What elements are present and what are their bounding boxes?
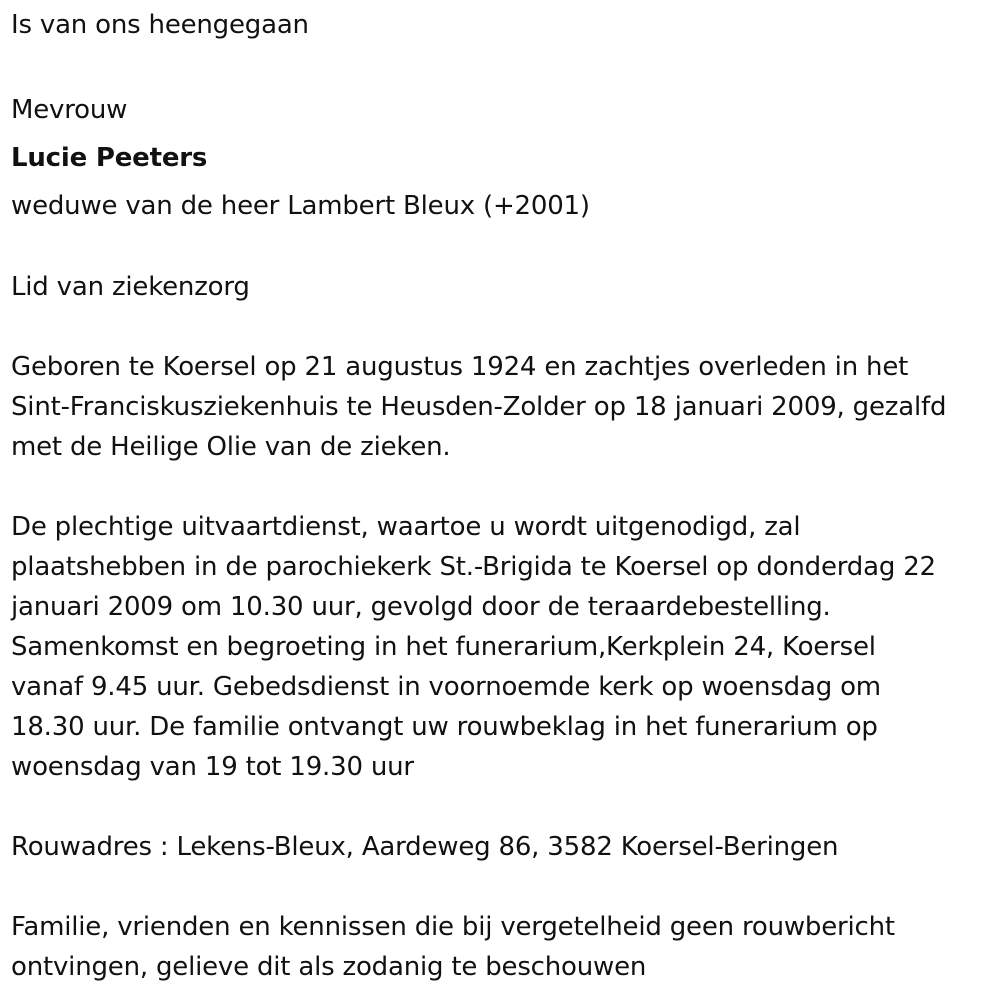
spacer	[11, 787, 986, 827]
paragraph-line: Geboren te Koersel op 21 augustus 1924 en zachtjes overleden in het	[11, 352, 909, 382]
mourning-address: Rouwadres : Lekens-Bleux, Aardeweg 86, 3582 Koersel-Beringen	[11, 832, 839, 862]
paragraph-line: vanaf 9.45 uur. Gebedsdienst in voornoemde kerk op woensdag om	[11, 672, 881, 702]
paragraph-line: De plechtige uitvaartdienst, waartoe u wordt uitgenodigd, zal	[11, 512, 801, 542]
spacer	[11, 867, 986, 907]
birth-death-paragraph	[11, 347, 986, 467]
paragraph-line: Samenkomst en begroeting in het funerarium,Kerkplein 24, Koersel	[11, 632, 876, 662]
paragraph-line: 18.30 uur. De familie ontvangt uw rouwbeklag in het funerarium op	[11, 712, 878, 742]
spacer	[11, 307, 986, 347]
paragraph-line: januari 2009 om 10.30 uur, gevolgd door de teraardebestelling.	[11, 592, 831, 622]
spacer	[11, 229, 986, 267]
spacer	[11, 45, 986, 87]
funeral-paragraph	[11, 507, 986, 787]
paragraph-line: Sint-Franciskusziekenhuis te Heusden-Zolder op 18 januari 2009, gezalfd	[11, 392, 947, 422]
deceased-name: Lucie Peeters	[11, 143, 208, 173]
paragraph-line: ontvingen, gelieve dit als zodanig te beschouwen	[11, 952, 647, 982]
paragraph-line: woensdag van 19 tot 19.30 uur	[11, 752, 414, 782]
membership: Lid van ziekenzorg	[11, 272, 250, 302]
closing-paragraph	[11, 907, 986, 987]
death-notice	[11, 0, 986, 987]
paragraph-line: met de Heilige Olie van de zieken.	[11, 432, 451, 462]
widow-of: weduwe van de heer Lambert Bleux (+2001)	[11, 191, 590, 221]
paragraph-line: plaatshebben in de parochiekerk St.-Brigida te Koersel op donderdag 22	[11, 552, 936, 582]
spacer	[11, 467, 986, 507]
intro-text: Is van ons heengegaan	[11, 10, 309, 40]
salutation: Mevrouw	[11, 95, 128, 125]
paragraph-line: Familie, vrienden en kennissen die bij vergetelheid geen rouwbericht	[11, 912, 895, 942]
